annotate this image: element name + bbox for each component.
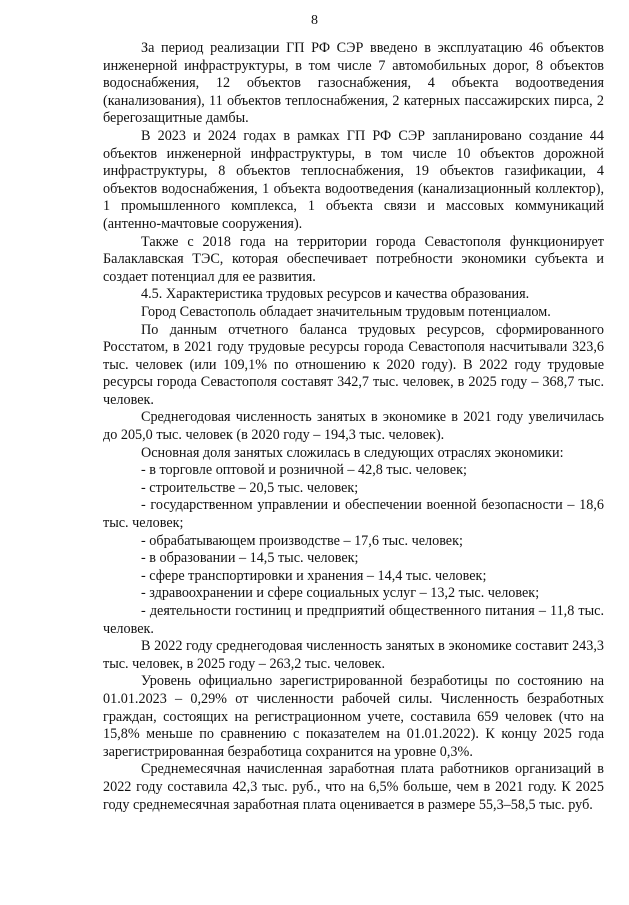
list-item: - деятельности гостиниц и предприятий общественного питания – 11,8 тыс. человек. bbox=[103, 603, 604, 637]
paragraph-employment-forecast: В 2022 году среднегодовая численность занятых в экономике составит 243,3 тыс. человек, в 2025 году – 263,2 тыс. человек. bbox=[103, 638, 604, 672]
paragraph-infrastructure-commissioned: За период реализации ГП РФ СЭР введено в эксплуатацию 46 объектов инженерной инфраструктуры, в том числе 7 автомобильных дорог, 8 объектов водоснабжения, 12 объектов газоснабжения, 4 объекта водоотведения (канализования), 11 объектов теплоснабжения, 2 катерных пассажирских пирса, 2 берегозащитные дамбы. bbox=[103, 40, 604, 127]
list-item: - в торговле оптовой и розничной – 42,8 тыс. человек; bbox=[141, 462, 467, 479]
page-number: 8 bbox=[311, 13, 318, 28]
list-item: - здравоохранении и сфере социальных услуг – 13,2 тыс. человек; bbox=[141, 585, 540, 602]
list-item: - обрабатывающем производстве – 17,6 тыс. человек; bbox=[141, 532, 463, 549]
document-body bbox=[103, 40, 604, 814]
paragraph-infrastructure-planned: В 2023 и 2024 годах в рамках ГП РФ СЭР запланировано создание 44 объектов инженерной инфраструктуры, в том числе 10 объектов дорожной инфраструктуры, 8 объектов теплоснабжения, 19 объектов газификации, 4 объектов водоснабжения, 1 объекта водоотведения (канализационный коллектор), 1 промышленного комплекса, 1 объекта связи и массовых коммуникаций (антенно-мачтовые сооружения). bbox=[103, 127, 604, 232]
paragraph-labor-resources: По данным отчетного баланса трудовых ресурсов, сформированного Росстатом, в 2021 году трудовые ресурсы города Севастополя насчитывали 323,6 тыс. человек (или 109,1% по отношению к 2020 году). В 2022 году трудовые ресурсы города Севастополя составят 342,7 тыс. человек, в 2025 году – 368,7 тыс. человек. bbox=[103, 321, 604, 408]
list-item: - в образовании – 14,5 тыс. человек; bbox=[141, 550, 359, 567]
section-heading-labor: 4.5. Характеристика трудовых ресурсов и качества образования. bbox=[141, 286, 530, 303]
list-item: - сфере транспортировки и хранения – 14,4 тыс. человек; bbox=[141, 567, 487, 584]
paragraph-labor-potential: Город Севастополь обладает значительным трудовым потенциалом. bbox=[141, 303, 551, 320]
paragraph-employment-sectors-intro: Основная доля занятых сложилась в следующих отраслях экономики: bbox=[141, 444, 564, 461]
paragraph-balaklava-tes: Также с 2018 года на территории города Севастополя функционирует Балаклавская ТЭС, которая обеспечивает потребности экономики субъекта и создает потенциал для ее развития. bbox=[103, 233, 604, 285]
paragraph-employment-2021: Среднегодовая численность занятых в экономике в 2021 году увеличилась до 205,0 тыс. человек (в 2020 году – 194,3 тыс. человек). bbox=[103, 409, 604, 444]
list-item: - строительстве – 20,5 тыс. человек; bbox=[141, 479, 359, 496]
list-item: - государственном управлении и обеспечении военной безопасности – 18,6 тыс. человек; bbox=[103, 497, 604, 532]
paragraph-unemployment: Уровень официально зарегистрированной безработицы по состоянию на 01.01.2023 – 0,29% от численности рабочей силы. Численность безработных граждан, состоящих на регистрационном учете, составила 659 человек (что на 15,8% меньше по сравнению с показателем на 01.01.2022). К концу 2025 года зарегистрированная безработица сохранится на уровне 0,3%. bbox=[103, 673, 604, 760]
paragraph-wages: Среднемесячная начисленная заработная плата работников организаций в 2022 году составила 42,3 тыс. руб., что на 6,5% больше, чем в 2021 году. К 2025 году среднемесячная заработная плата оценивается в размере 55,3–58,5 тыс. руб. bbox=[103, 761, 604, 813]
